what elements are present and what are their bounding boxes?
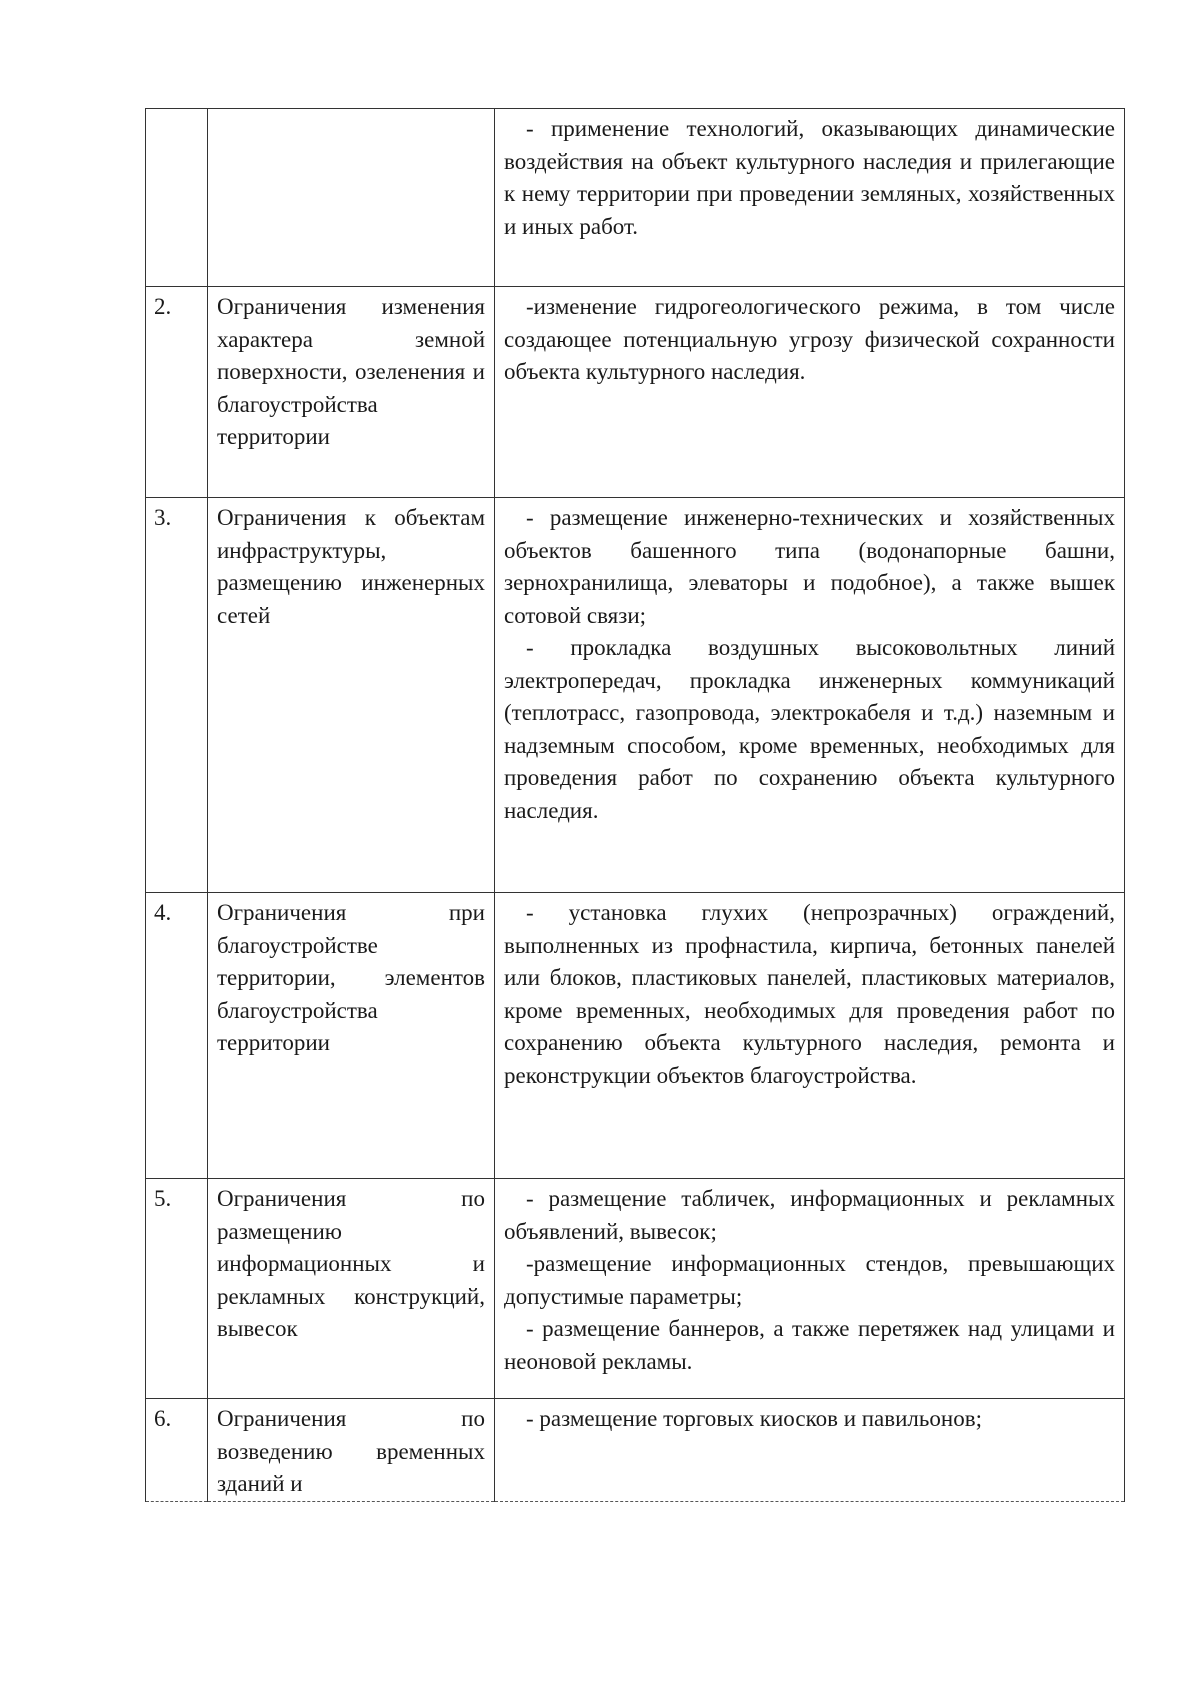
restriction-items [495,1399,1125,1502]
restriction-item: - применение технологий, оказывающих динамические воздействия на объект культурного наследия и прилегающие к нему территории при проведении земляных, хозяйственных и иных работ. [504,116,1115,239]
restriction-name: Ограничения по возведению временных зданий и [208,1399,495,1502]
restriction-item: - размещение инженерно-технических и хозяйственных объектов башенного типа (водонапорные башни, зернохранилища, элеваторы и подобное), а также вышек сотовой связи; [504,505,1115,628]
restriction-item: - размещение торговых киосков и павильонов; [526,1406,982,1431]
table-row [146,893,1125,1179]
restriction-name: Ограничения к объектам инфраструктуры, размещению инженерных сетей [208,498,495,893]
restriction-item: - установка глухих (непрозрачных) ограждений, выполненных из профнастила, кирпича, бетонных панелей или блоков, пластиковых панелей, пластиковых материалов, кроме временных, необходимых для проведения работ по сохранению объекта культурного наследия, ремонта и реконструкции объектов благоустройства. [504,900,1115,1088]
table-row [146,287,1125,498]
restriction-items [495,1179,1125,1399]
restriction-item: -изменение гидрогеологического режима, в том числе создающее потенциальную угрозу физической сохранности объекта культурного наследия. [504,294,1115,384]
restriction-name: Ограничения при благоустройстве территории, элементов благоустройства территории [208,893,495,1179]
row-number: 4. [146,893,208,1179]
table-row [146,1179,1125,1399]
restriction-item: - прокладка воздушных высоковольтных линий электропередач, прокладка инженерных коммуникаций (теплотрасс, газопровода, электрокабеля и т.д.) наземным и надземным способом, кроме временных, необходимых для проведения работ по сохранению объекта культурного наследия. [504,635,1115,823]
restriction-name: Ограничения по размещению информационных и рекламных конструкций, вывесок [208,1179,495,1399]
row-number: 6. [146,1399,208,1502]
restriction-item: - размещение баннеров, а также перетяжек над улицами и неоновой рекламы. [504,1316,1115,1374]
restriction-items [495,498,1125,893]
restrictions-table [145,108,1125,1502]
row-number: 3. [146,498,208,893]
table-row [146,498,1125,893]
row-number: 2. [146,287,208,498]
table-row [146,1399,1125,1502]
restriction-item: -размещение информационных стендов, превышающих допустимые параметры; [504,1251,1115,1309]
restriction-name [208,109,495,287]
restriction-name: Ограничения изменения характера земной поверхности, озеленения и благоустройства территории [208,287,495,498]
table-row [146,109,1125,287]
restriction-item: - размещение табличек, информационных и рекламных объявлений, вывесок; [504,1186,1115,1244]
restriction-items [495,893,1125,1179]
restriction-items [495,109,1125,287]
restriction-items [495,287,1125,498]
row-number [146,109,208,287]
row-number: 5. [146,1179,208,1399]
